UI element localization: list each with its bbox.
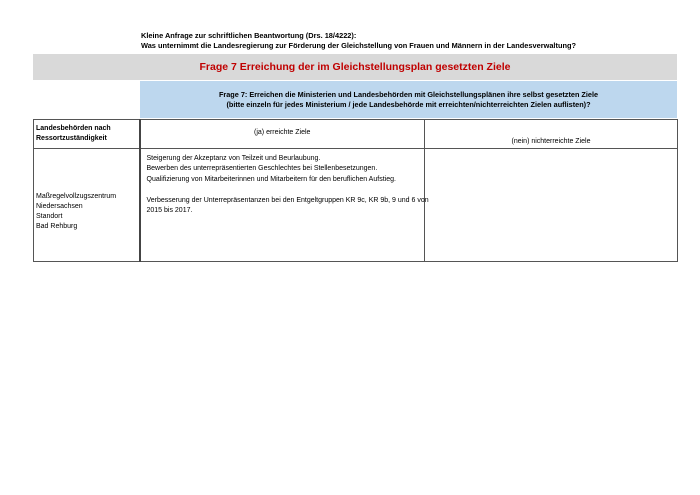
achieved-goal: Steigerung der Akzeptanz von Teilzeit und Beurlaubung. bbox=[146, 155, 321, 162]
section-title-band bbox=[33, 54, 677, 80]
header-authority-line: Landesbehörden nach bbox=[36, 125, 111, 132]
header-authority bbox=[34, 120, 140, 149]
table-header-row bbox=[34, 120, 678, 149]
achieved-goal: Bewerben des unterrepräsentierten Geschlechtes bei Stellenbesetzungen. bbox=[146, 165, 378, 173]
question-line-2: (bitte einzeln für jedes Ministerium / jede Landesbehörde mit erreichten/nichterreichten Zielen auflisten)? bbox=[226, 99, 591, 109]
authority-line: Bad Rehburg bbox=[36, 223, 78, 230]
authority-cell bbox=[34, 149, 140, 262]
table-row bbox=[34, 149, 678, 262]
document-header-line-1: Kleine Anfrage zur schriftlichen Beantwortung (Drs. 18/4222): bbox=[141, 31, 357, 40]
header-achieved: (ja) erreichte Ziele bbox=[140, 120, 425, 149]
document-header-line-2: Was unternimmt die Landesregierung zur Förderung der Gleichstellung von Frauen und Männern in der Landesverwaltung? bbox=[141, 41, 577, 50]
achieved-goal: Verbesserung der Unterrepräsentanzen bei den Entgeltgruppen KR 9c, KR 9b, 9 und 6 von bbox=[146, 196, 429, 204]
question-box bbox=[140, 81, 677, 118]
section-title: Frage 7 Erreichung der im Gleichstellungsplan gesetzten Ziele bbox=[199, 61, 511, 73]
not-achieved-goals-cell bbox=[425, 149, 678, 262]
question-line-1: Frage 7: Erreichen die Ministerien und Landesbehörden mit Gleichstellungsplänen ihre selbst gesetzten Ziele bbox=[218, 89, 599, 99]
achieved-goal: Qualifizierung von Mitarbeiterinnen und Mitarbeitern für den beruflichen Aufstieg. bbox=[146, 175, 396, 183]
achieved-goal: 2015 bis 2017. bbox=[146, 207, 193, 215]
authority-line: Standort bbox=[36, 213, 63, 220]
authority-line: Niedersachsen bbox=[36, 203, 83, 210]
goals-table bbox=[33, 119, 678, 262]
header-not-achieved: (nein) nichterreichte Ziele bbox=[425, 120, 678, 149]
header-authority-line: Ressortzuständigkeit bbox=[36, 135, 107, 142]
spacer bbox=[147, 185, 419, 195]
authority-line: Maßregelvollzugszentrum bbox=[36, 193, 117, 200]
achieved-goals-cell bbox=[140, 149, 429, 262]
